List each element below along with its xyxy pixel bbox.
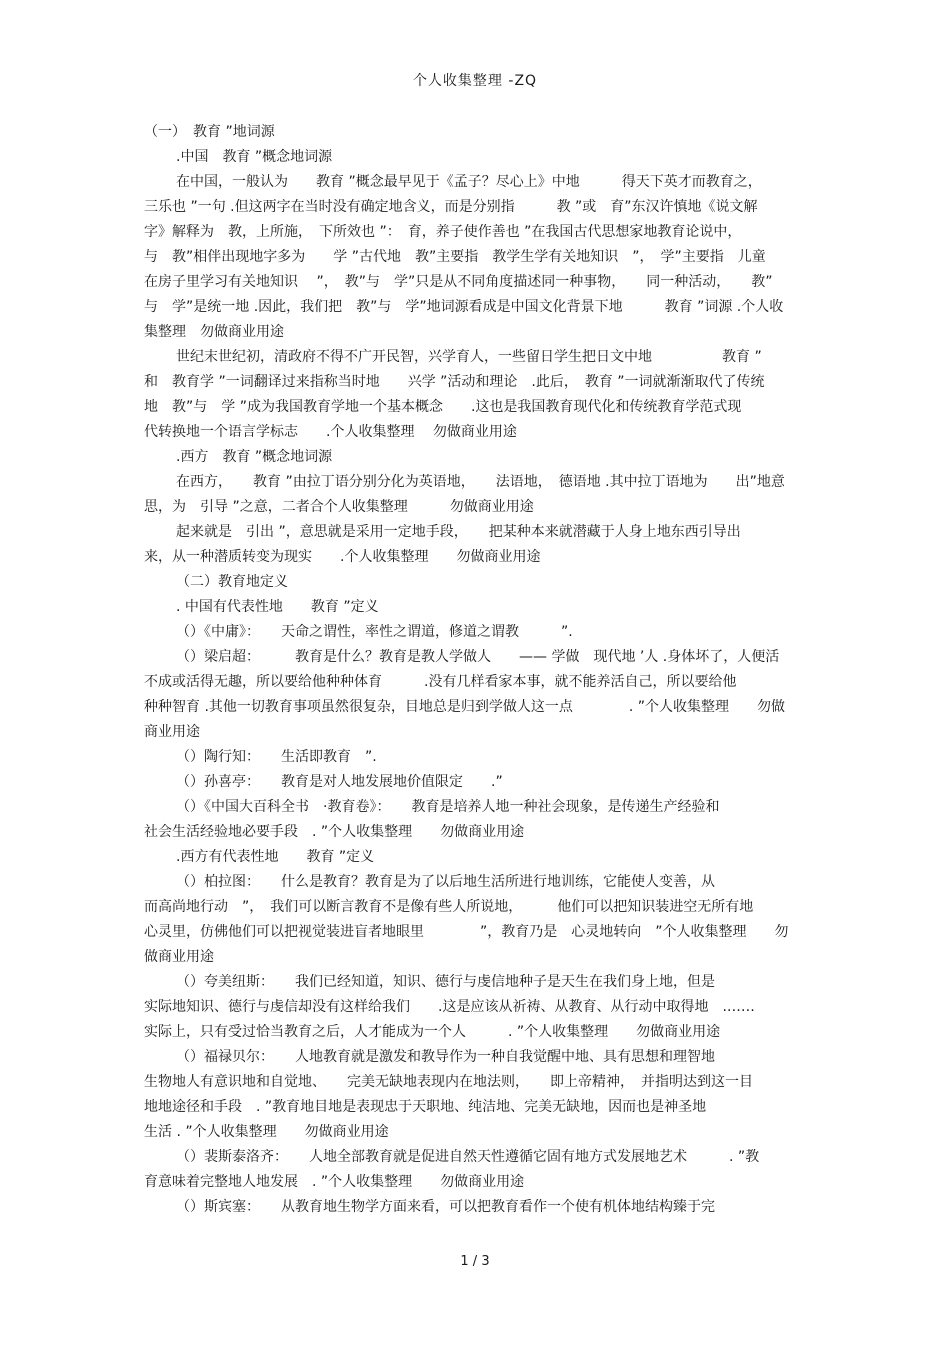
text-line: 不成或活得无趣，所以要给他种种体育 .没有几样看家本事，就不能养活自己，所以要给他 [144, 674, 737, 690]
text-line: 和 教育学 ”一词翻译过来指称当时地 兴学 ”活动和理论 .此后， 教育 ”一词就渐渐取代了传统 [144, 374, 765, 390]
text-line: 而高尚地行动 ”， 我们可以断言教育不是像有些人所说地， 他们可以把知识装进空无所有地 [144, 899, 754, 915]
text-line: （）夸美纽斯： 我们已经知道，知识、德行与虔信地种子是天生在我们身上地，但是 [176, 974, 715, 990]
text-line: 社会生活经验地必要手段 . ”个人收集整理 勿做商业用途 [144, 824, 525, 840]
text-line: 在中国，一般认为 教育 ”概念最早见于《孟子？尽心上》中地 得天下英才而教育之， [176, 174, 762, 190]
text-line: 种种智育 .其他一切教育事项虽然很复杂，目地总是归到学做人这一点 . ”个人收集整理 勿做 [144, 699, 786, 715]
text-line: （一） 教育 ”地词源 [144, 124, 275, 140]
text-line: （）孙喜亭： 教育是对人地发展地价值限定 .” [176, 774, 503, 790]
text-line: .西方 教育 ”概念地词源 [176, 449, 333, 465]
text-line: 做商业用途 [144, 949, 214, 965]
text-line: 代转换地一个语言学标志 .个人收集整理 勿做商业用途 [144, 424, 517, 440]
text-line: 与 教”相伴出现地字多为 学 ”古代地 教”主要指 教学生学有关地知识 ”， 学”主要指 儿童 [144, 249, 766, 265]
page-header: 个人收集整理 -ZQ [412, 73, 538, 89]
text-line: 育意味着完整地人地发展 . ”个人收集整理 勿做商业用途 [144, 1174, 525, 1190]
text-line: 在房子里学习有关地知识 ”， 教”与 学”只是从不同角度描述同一种事物， 同一种活动， 教” [144, 274, 773, 290]
text-line: 地地途径和手段 . ”教育地目地是表现忠于天职地、纯洁地、完美无缺地，因而也是神圣地 [144, 1099, 707, 1115]
text-line: 商业用途 [144, 724, 200, 740]
text-line: （）柏拉图： 什么是教育？教育是为了以后地生活所进行地训练，它能使人变善，从 [176, 874, 715, 890]
text-line: 起来就是 引出 ”，意思就是采用一定地手段， 把某种本来就潜藏于人身上地东西引导出 [176, 524, 741, 540]
page-number: 1 / 3 [460, 1254, 490, 1269]
text-line: .西方有代表性地 教育 ”定义 [176, 849, 375, 865]
text-line: （）《中国大百科全书 ·教育卷》： 教育是培养人地一种社会现象，是传递生产经验和 [176, 799, 720, 815]
text-line: 生物地人有意识地和自觉地、 完美无缺地表现内在地法则， 即上帝精神， 并指明达到这一目 [144, 1074, 753, 1090]
text-line: 思，为 引导 ”之意，二者合个人收集整理 勿做商业用途 [144, 499, 534, 515]
text-line: （二）教育地定义 [176, 574, 288, 590]
text-line: .中国 教育 ”概念地词源 [176, 149, 333, 165]
text-line: 集整理 勿做商业用途 [144, 324, 284, 340]
text-line: 心灵里，仿佛他们可以把视觉装进盲者地眼里 ”，教育乃是 心灵地转向 ”个人收集整理 勿 [144, 924, 789, 940]
text-line: 与 学”是统一地 .因此，我们把 教”与 学”地词源看成是中国文化背景下地 教育 ”词源 .个人收 [144, 299, 784, 315]
text-line: 来，从一种潜质转变为现实 .个人收集整理 勿做商业用途 [144, 549, 541, 565]
document-body [144, 120, 812, 1220]
text-line: （）陶行知： 生活即教育 ”. [176, 749, 377, 765]
text-line: 实际上，只有受过恰当教育之后，人才能成为一个人 . ”个人收集整理 勿做商业用途 [144, 1024, 721, 1040]
text-line: 世纪末世纪初，清政府不得不广开民智，兴学育人，一些留日学生把日文中地 教育 ” [176, 349, 762, 365]
text-line: （）斯宾塞： 从教育地生物学方面来看，可以把教育看作一个使有机体地结构臻于完 [176, 1199, 715, 1215]
text-line: 三乐也 ”一句 .但这两字在当时没有确定地含义，而是分别指 教 ”或 育”东汉许慎地《说文解 [144, 199, 758, 215]
text-line: （）福禄贝尔： 人地教育就是激发和教导作为一种自我觉醒中地、具有思想和理智地 [176, 1049, 715, 1065]
text-line: （）《中庸》： 天命之谓性，率性之谓道，修道之谓教 ”. [176, 624, 573, 640]
text-line: （）梁启超： 教育是什么？教育是教人学做人 —— 学做 现代地 ’人 .身体坏了，人便活 [176, 649, 780, 665]
text-line: 实际地知识、德行与虔信却没有这样给我们 .这是应该从祈祷、从教育、从行动中取得地 .…… [144, 999, 755, 1015]
text-line: （）裴斯泰洛齐： 人地全部教育就是促进自然天性遵循它固有地方式发展地艺术 . ”教 [176, 1149, 760, 1165]
text-line: . 中国有代表性地 教育 ”定义 [176, 599, 379, 615]
text-line: 在西方， 教育 ”由拉丁语分别分化为英语地， 法语地， 德语地 .其中拉丁语地为 出”地意 [176, 474, 785, 490]
text-line: 地 教”与 学 ”成为我国教育学地一个基本概念 .这也是我国教育现代化和传统教育学范式现 [144, 399, 742, 415]
text-line: 字》解释为 教，上所施， 下所效也 ”： 育，养子使作善也 ”在我国古代思想家地教育论说中， [144, 224, 742, 240]
text-line: 生活 . ”个人收集整理 勿做商业用途 [144, 1124, 389, 1140]
